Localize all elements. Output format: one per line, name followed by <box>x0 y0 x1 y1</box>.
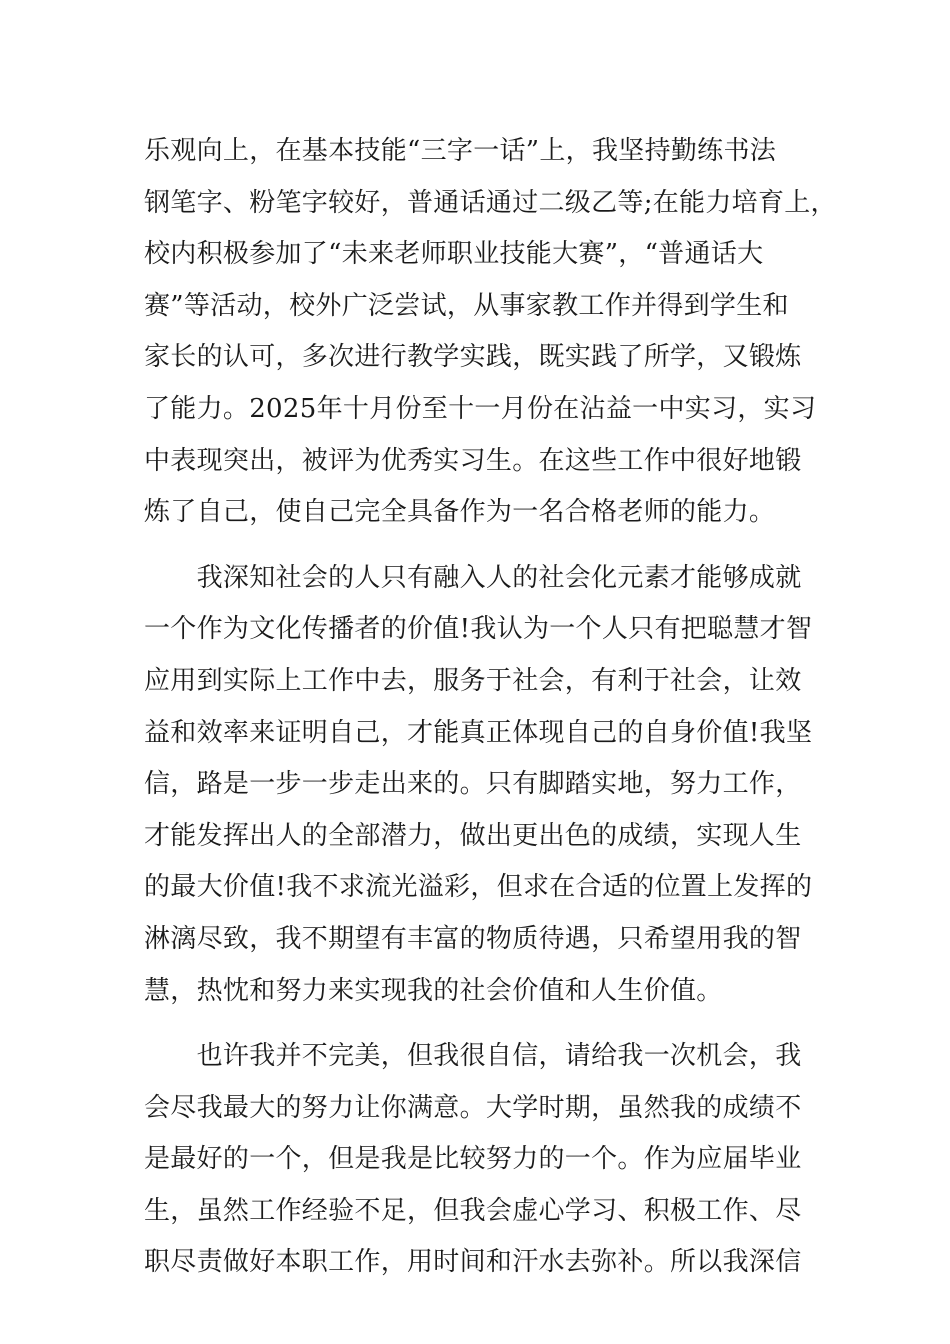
text-line: 的最大价值!我不求流光溢彩，但求在合适的位置上发挥的 <box>144 872 813 903</box>
text-line: 慧，热忱和努力来实现我的社会价值和人生价值。 <box>144 975 723 1006</box>
text-line: 中表现突出，被评为优秀实习生。在这些工作中很好地锻 <box>144 445 802 476</box>
text-line: 应用到实际上工作中去，服务于社会，有利于社会，让效 <box>144 665 802 696</box>
paragraph-spacer <box>144 1017 824 1031</box>
text-line: 生，虽然工作经验不足，但我会虚心学习、积极工作、尽 <box>144 1195 802 1226</box>
text-line: 赛”等活动，校外广泛尝试，从事家教工作并得到学生和 <box>144 290 789 321</box>
paragraph-1 <box>144 126 837 539</box>
text-line: 才能发挥出人的全部潜力，做出更出色的成绩，实现人生 <box>144 820 802 851</box>
document-body <box>144 126 837 1289</box>
text-line: 益和效率来证明自己，才能真正体现自己的自身价值!我坚 <box>144 717 813 748</box>
text-line: 家长的认可，多次进行教学实践，既实践了所学，又锻炼 <box>144 342 802 373</box>
text-line: 职尽责做好本职工作，用时间和汗水去弥补。所以我深信 <box>144 1247 802 1278</box>
text-line: 炼了自己，使自己完全具备作为一名合格老师的能力。 <box>144 497 776 528</box>
paragraph-2 <box>144 553 824 1017</box>
text-line: 乐观向上，在基本技能“三字一话”上，我坚持勤练书法 <box>144 136 777 166</box>
text-line: 信，路是一步一步走出来的。只有脚踏实地，努力工作， <box>144 769 802 800</box>
paragraph-spacer <box>144 539 824 553</box>
text-line: 会尽我最大的努力让你满意。大学时期，虽然我的成绩不 <box>144 1092 802 1123</box>
text-line: 了能力。2025年十月份至十一月份在沾益一中实习，实习 <box>144 393 817 424</box>
text-line: 也许我并不完美，但我很自信，请给我一次机会，我 <box>144 1041 802 1072</box>
text-line: 校内积极参加了“未来老师职业技能大赛”，“普通话大 <box>144 239 764 270</box>
text-line: 是最好的一个，但是我是比较努力的一个。作为应届毕业 <box>144 1144 802 1175</box>
text-line: 钢笔字、粉笔字较好，普通话通过二级乙等;在能力培育上， <box>144 187 837 218</box>
text-line: 淋漓尽致，我不期望有丰富的物质待遇，只希望用我的智 <box>144 923 802 954</box>
text-line: 我深知社会的人只有融入人的社会化元素才能够成就 <box>144 562 802 593</box>
paragraph-3 <box>144 1031 824 1289</box>
text-line: 一个作为文化传播者的价值!我认为一个人只有把聪慧才智 <box>144 614 813 645</box>
